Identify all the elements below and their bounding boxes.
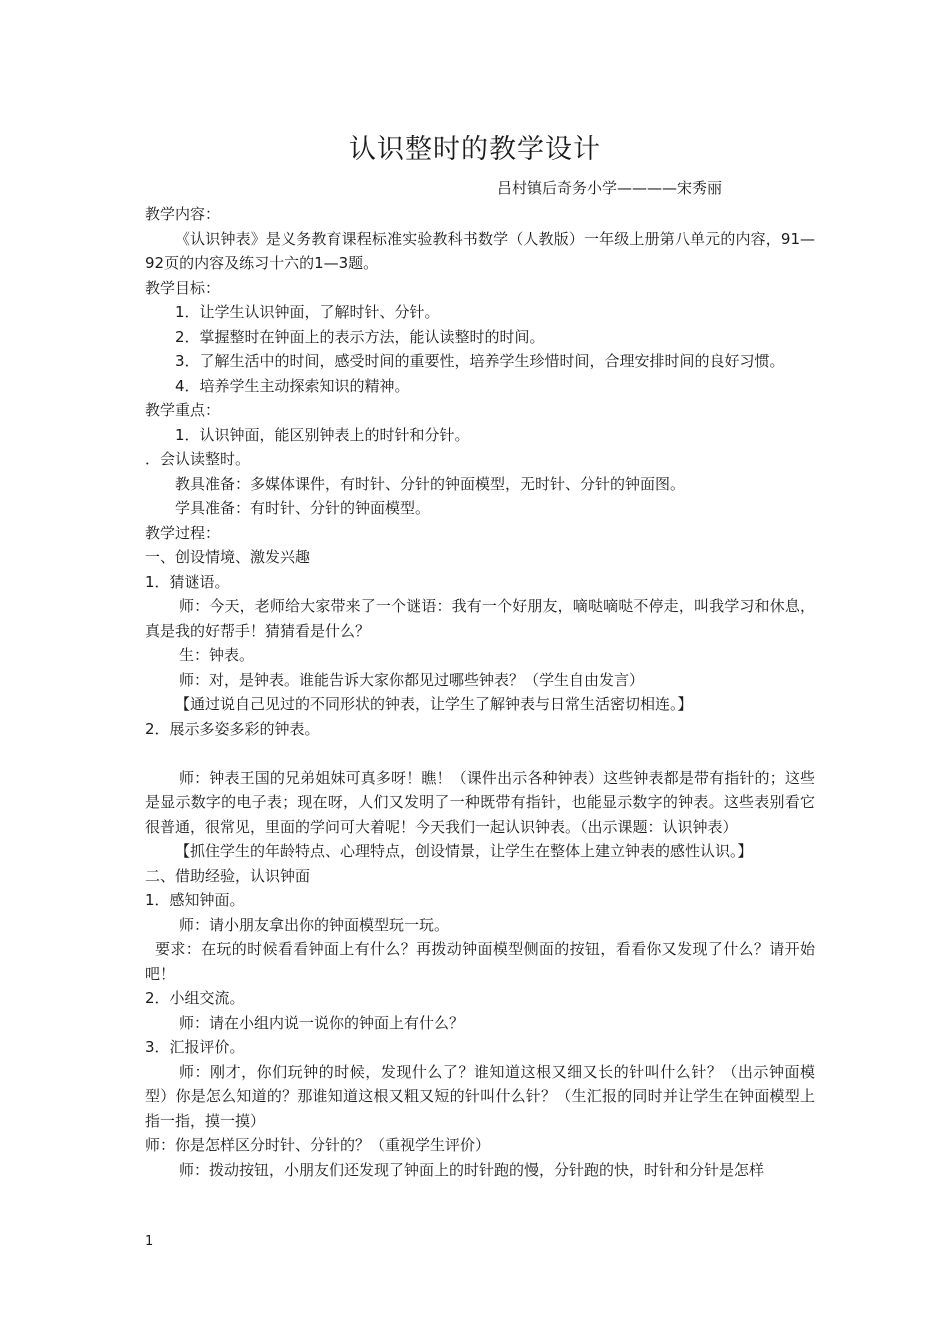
dialogue-paragraph: 师：拨动按钮，小朋友们还发现了钟面上的时针跑的慢，分针跑的快，时针和分针是怎样: [179, 1160, 765, 1179]
section-heading: 一、创设情境、激发兴趣: [145, 548, 311, 566]
dialogue-paragraph: 师：请小朋友拿出你的钟面模型玩一玩。: [179, 915, 450, 934]
list-item: 2．小组交流。: [145, 989, 245, 1007]
dialogue-paragraph: 师：刚才，你们玩钟的时候，发现什么了？谁知道这根又细又长的针叫什么针？（出示钟面模型）你是怎么知道的？那谁知道这根又粗又短的针叫什么针？（生汇报的同时并让学生在钟面模型上指一指，摸一摸）: [145, 1062, 815, 1130]
list-item: 2．掌握整时在钟面上的表示方法，能认读整时的时间。: [175, 327, 545, 346]
author-line: 吕村镇后奇务小学————宋秀丽: [497, 179, 723, 197]
list-item: 2．展示多姿多彩的钟表。: [145, 719, 320, 738]
section-heading: 教学过程：: [145, 523, 221, 542]
list-item: 1．认识钟面，能区别钟表上的时针和分针。: [175, 425, 470, 444]
list-item: 4．培养学生主动探索知识的精神。: [175, 376, 410, 395]
list-item: 3．了解生活中的时间，感受时间的重要性，培养学生珍惜时间，合理安排时间的良好习惯。: [175, 352, 785, 370]
section-heading: 教学目标：: [145, 278, 221, 297]
dialogue-paragraph: 师：今天，老师给大家带来了一个谜语：我有一个好朋友，嘀哒嘀哒不停走，叫我学习和休息，真是我的好帮手！猜猜看是什么？: [145, 597, 815, 640]
paragraph: 学具准备：有时针、分针的钟面模型。: [175, 499, 431, 517]
design-note: 【抓住学生的年龄特点、心理特点，创设情景，让学生在整体上建立钟表的感性认识。】: [175, 842, 753, 860]
dialogue-paragraph: 师：你是怎样区分时针、分针的？（重视学生评价）: [145, 1136, 491, 1154]
section-heading: 教学内容：: [145, 205, 221, 223]
list-item: 1．让学生认识钟面，了解时针、分针。: [175, 303, 440, 321]
dialogue-paragraph: 师：钟表王国的兄弟姐妹可真多呀！瞧！（课件出示各种钟表）这些钟表都是带有指针的；这些是显示数字的电子表；现在呀，人们又发明了一种既带有指针，也能显示数字的钟表。这些表别看它很普通，很常见，里面的学问可大着呢！今天我们一起认识钟表。（出示课题：认识钟表）: [145, 768, 815, 836]
paragraph: 要求：在玩的时候看看钟面上有什么？再拨动钟面模型侧面的按钮，看看你又发现了什么？请开始吧！: [145, 940, 815, 983]
design-note: 【通过说自己见过的不同形状的钟表，让学生了解钟表与日常生活密切相连。】: [175, 695, 693, 713]
document-title: 认识整时的教学设计: [349, 134, 601, 165]
dialogue-paragraph: 师：对，是钟表。谁能告诉大家你都见过哪些钟表？（学生自由发言）: [179, 670, 645, 689]
list-item: 1．猜谜语。: [145, 572, 230, 591]
paragraph: 教具准备：多媒体课件，有时针、分针的钟面模型，无时针、分针的钟面图。: [175, 474, 686, 493]
document-body: [145, 202, 815, 1182]
dialogue-paragraph: 生：钟表。: [179, 646, 255, 664]
dialogue-paragraph: 师：请在小组内说一说你的钟面上有什么？: [179, 1013, 465, 1032]
section-heading: 教学重点：: [145, 401, 221, 419]
section-heading: 二、借助经验，认识钟面: [145, 866, 311, 885]
blank-line: [145, 741, 815, 766]
list-item: 3．汇报评价。: [145, 1038, 245, 1056]
list-item: 1．感知钟面。: [145, 891, 245, 909]
page-number: 1: [145, 1234, 154, 1249]
list-item: ．会认读整时。: [145, 450, 251, 468]
paragraph: 《认识钟表》是义务教育课程标准实验教科书数学（人教版）一年级上册第八单元的内容，91—92页的内容及练习十六的1—3题。: [145, 229, 815, 272]
